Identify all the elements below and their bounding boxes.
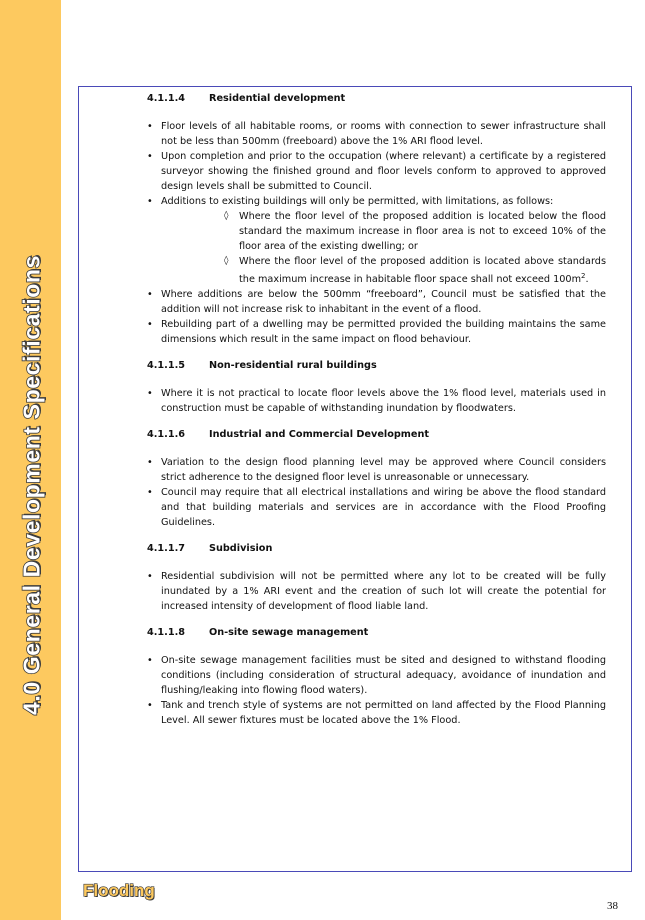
list-item: • Floor levels of all habitable rooms, or rooms with connection to sewer infrastructure shall not be less than 500mm (freeboard) above the 1% ARI flood level. [147, 119, 606, 149]
section-4-1-1-6 [147, 427, 606, 530]
section-4-1-1-4 [147, 91, 606, 347]
page-number: 38 [607, 900, 618, 912]
side-band [0, 0, 61, 920]
section-number: 4.1.1.4 [147, 93, 186, 104]
footer-section-title: Flooding [83, 881, 155, 900]
section-number: 4.1.1.6 [147, 429, 186, 441]
section-heading [147, 427, 606, 442]
list-item-text: Additions to existing buildings will only be permitted, with limitations, as follows: [161, 196, 554, 207]
list-item: • Council may require that all electrical installations and wiring be above the flood standard and that building materials and services are in accordance with the Flood Proofing Guidelines. [147, 485, 606, 530]
section-4-1-1-7 [147, 541, 606, 614]
chapter-title: 4.0 General Development Specifications [18, 255, 45, 715]
content [147, 91, 606, 739]
sub-list [161, 209, 606, 287]
sub-list-item: ◊ Where the floor level of the proposed addition is located below the flood standard the maximum increase in floor area is not to exceed 10% of the floor area of the existing dwelling; or [224, 209, 606, 254]
section-number: 4.1.1.5 [147, 360, 186, 372]
list-item: • Where it is not practical to locate floor levels above the 1% flood level, materials used in construction must be capable of withstanding inundation by floodwaters. [147, 386, 606, 416]
section-heading [147, 91, 606, 106]
section-number: 4.1.1.8 [147, 627, 186, 639]
list-item: • Upon completion and prior to the occupation (where relevant) a certificate by a registered surveyor showing the finished ground and floor levels conform to approved to approved design levels shall be submitted to Council. [147, 149, 606, 194]
section-title: On-site sewage management [209, 627, 369, 639]
list-item: • Variation to the design flood planning level may be approved where Council considers strict adherence to the designed floor level is unreasonable or unnecessary. [147, 455, 606, 485]
section-title: Subdivision [209, 543, 273, 555]
list-item: • Rebuilding part of a dwelling may be permitted provided the building maintains the same dimensions which result in the same impact on flood behaviour. [147, 317, 606, 347]
bullet-list [147, 455, 606, 530]
section-4-1-1-5 [147, 358, 606, 416]
list-item: • Where additions are below the 500mm “freeboard”, Council must be satisfied that the addition will not increase risk to inhabitant in the event of a flood. [147, 287, 606, 317]
section-4-1-1-8 [147, 625, 606, 728]
section-title: Residential development [209, 93, 346, 104]
section-heading [147, 541, 606, 556]
section-heading [147, 625, 606, 640]
list-item: • Residential subdivision will not be permitted where any lot to be created will be fully inundated by a 1% ARI event and the creation of such lot will create the potential for increased intensity of development of flood liable land. [147, 569, 606, 614]
section-title: Industrial and Commercial Development [209, 429, 429, 441]
list-item: • On-site sewage management facilities must be sited and designed to withstand flooding conditions (including consideration of structural adequacy, avoidance of inundation and flushing/leaking into flowing flood waters). [147, 653, 606, 698]
bullet-list [147, 119, 606, 347]
section-title: Non-residential rural buildings [209, 360, 377, 372]
section-number: 4.1.1.7 [147, 543, 186, 555]
superscript: 2 [581, 272, 586, 280]
list-item: • Tank and trench style of systems are not permitted on land affected by the Flood Planning Level. All sewer fixtures must be located above the 1% Flood. [147, 698, 606, 728]
sub-list-item [224, 254, 606, 287]
sub-list-item-text: Where the floor level of the proposed addition is located above standards the maximum increase in habitable floor space shall not exceed 100m [239, 256, 606, 286]
sub-list-item-end: . [585, 274, 589, 286]
section-heading [147, 358, 606, 373]
bullet-list [147, 386, 606, 416]
bullet-list [147, 569, 606, 614]
bullet-list [147, 653, 606, 728]
list-item [147, 194, 606, 287]
content-frame [78, 86, 632, 872]
